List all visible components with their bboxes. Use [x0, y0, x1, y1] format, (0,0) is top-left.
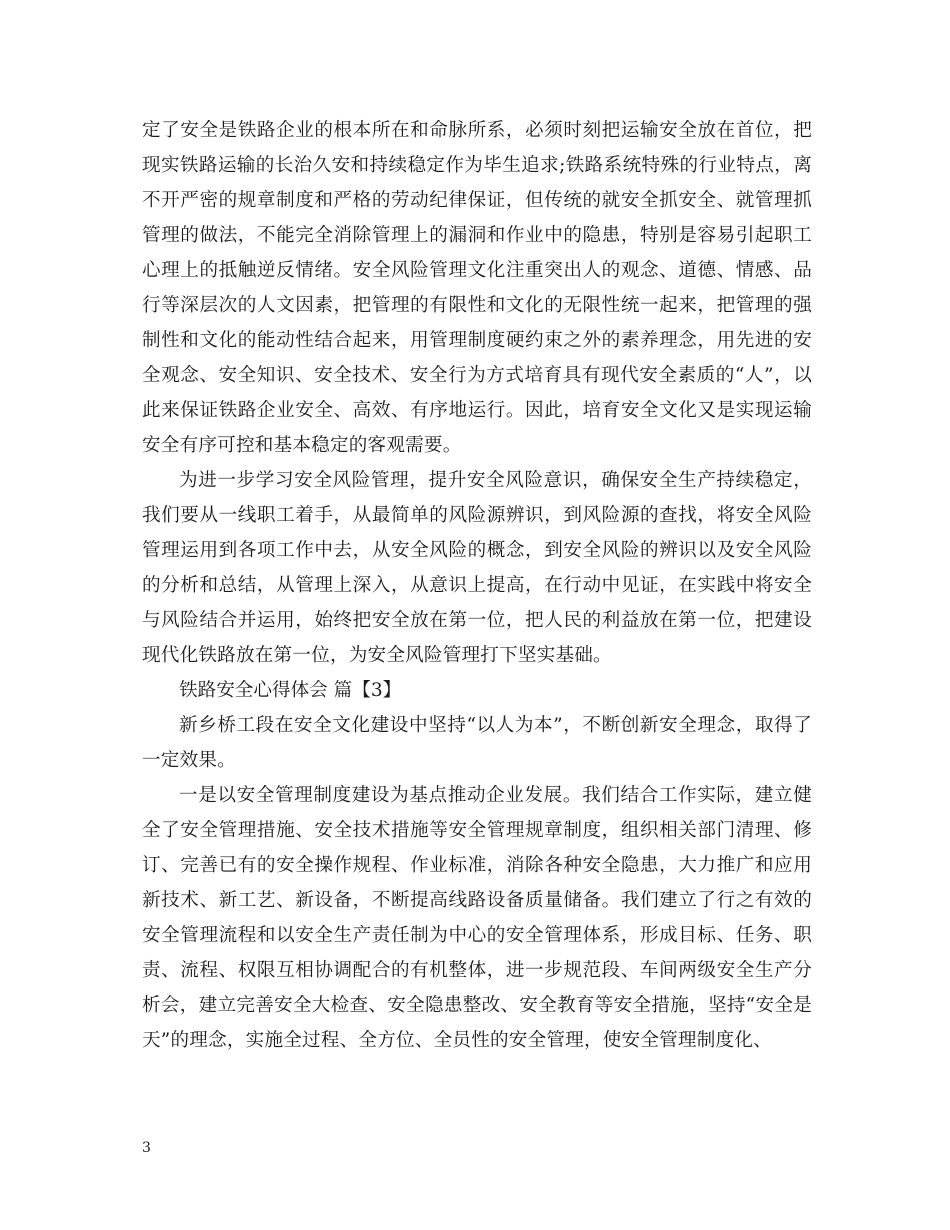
paragraph-risk-management: 为进一步学习安全风险管理，提升安全风险意识，确保安全生产持续稳定，我们要从一线职工着手，从最简单的风险源辨识，到风险源的查找，将安全风险管理运用到各项工作中去，从安全风险的概念，到安全风险的辨识以及安全风险的分析和总结，从管理上深入，从意识上提高，在行动中见证，在实践中将安全与风险结合并运用，始终把安全放在第一位，把人民的利益放在第一位，把建设现代化铁路放在第一位，为安全风险管理打下坚实基础。	[142, 470, 812, 666]
paragraph-xinxiang-intro: 新乡桥工段在安全文化建设中坚持“以人为本”，不断创新安全理念，取得了一定效果。	[142, 715, 812, 771]
document-body	[142, 113, 812, 1058]
paragraph-safety-system: 一是以安全管理制度建设为基点推动企业发展。我们结合工作实际，建立健全了安全管理措施、安全技术措施等安全管理规章制度，组织相关部门清理、修订、完善已有的安全操作规程、作业标准，消除各种安全隐患，大力推广和应用新技术、新工艺、新设备，不断提高线路设备质量储备。我们建立了行之有效的安全管理流程和以安全生产责任制为中心的安全管理体系，形成目标、任务、职责、流程、权限互相协调配合的有机整体，进一步规范段、车间两级安全生产分析会，建立完善安全大检查、安全隐患整改、安全教育等安全措施，坚持“安全是天”的理念，实施全过程、全方位、全员性的安全管理，使安全管理制度化、	[142, 785, 812, 1051]
page-number: 3	[142, 1140, 151, 1156]
section-heading: 铁路安全心得体会 篇【3】	[179, 680, 402, 701]
paragraph-continued: 定了安全是铁路企业的根本所在和命脉所系，必须时刻把运输安全放在首位，把现实铁路运输的长治久安和持续稳定作为毕生追求;铁路系统特殊的行业特点，离不开严密的规章制度和严格的劳动纪律保证，但传统的就安全抓安全、就管理抓管理的做法，不能完全消除管理上的漏洞和作业中的隐患，特别是容易引起职工心理上的抵触逆反情绪。安全风险管理文化注重突出人的观念、道德、情感、品行等深层次的人文因素，把管理的有限性和文化的无限性统一起来，把管理的强制性和文化的能动性结合起来，用管理制度硬约束之外的素养理念，用先进的安全观念、安全知识、安全技术、安全行为方式培育具有现代安全素质的“人”，以此来保证铁路企业安全、高效、有序地运行。因此，培育安全文化又是实现运输安全有序可控和基本稳定的客观需要。	[142, 120, 812, 456]
